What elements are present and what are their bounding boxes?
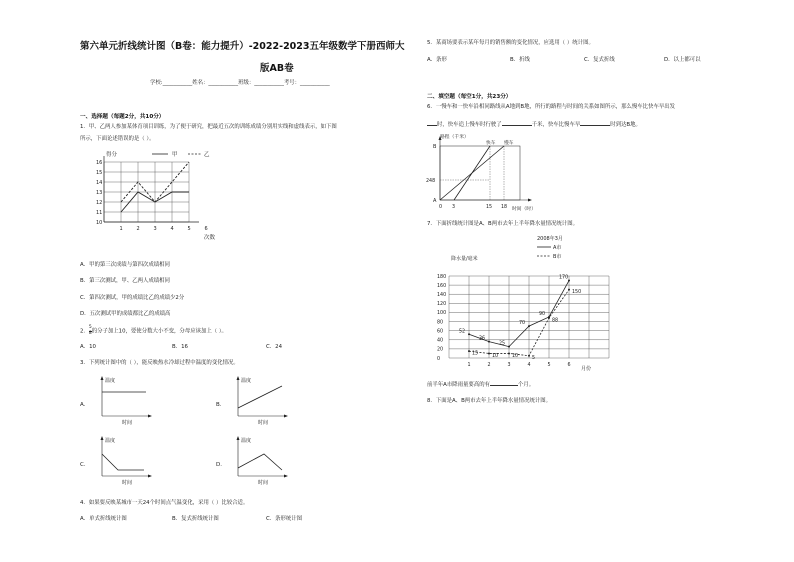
- x-tick-label: 6: [567, 363, 571, 368]
- page-title-line2: 版AB卷: [260, 63, 294, 74]
- q5-option-b[interactable]: B．折线: [510, 57, 530, 63]
- q6-fast-line: [454, 146, 490, 200]
- x-tick-label: 5: [547, 363, 551, 368]
- svg-text:B: B: [433, 144, 437, 150]
- q1-line-chart: [82, 148, 230, 252]
- q2-fraction: $\frac{5}{8}$: [88, 325, 92, 336]
- q2-option-a[interactable]: A．10: [80, 344, 96, 350]
- q2-text: 2． $\frac{5}{8}$ 的分子加上10，要使分数大小不变，分母应该加上（ ）。: [80, 325, 227, 336]
- x-tick-label: 3: [507, 363, 511, 368]
- y-tick-label: 15: [96, 169, 103, 176]
- svg-text:15: 15: [486, 205, 493, 210]
- q3-b-line: [238, 386, 282, 408]
- y-tick-label: 0: [437, 356, 441, 362]
- svg-text:A: A: [433, 198, 437, 204]
- y-tick-label: 100: [437, 311, 447, 317]
- q2-option-c[interactable]: C．24: [266, 344, 283, 350]
- data-point: [528, 325, 530, 327]
- q7-question-line: 前半年A市降雨量要高的有 个月。: [427, 382, 535, 388]
- data-point: [568, 280, 570, 282]
- svg-text:时间: 时间: [258, 480, 269, 486]
- svg-text:时间（时）: 时间（时）: [512, 207, 536, 212]
- data-label: 90: [539, 312, 546, 317]
- q3-text: 3．下列统计图中的（ ），能反映热水冷却过程中温度的变化情况。: [80, 360, 239, 366]
- data-label: 25: [499, 341, 506, 347]
- svg-text:路程（千米）: 路程（千米）: [440, 135, 469, 140]
- data-point: [508, 346, 510, 348]
- q7-text: 7．下面折线统计图是A、B两市去年上半年降水量情况统计图。: [427, 221, 578, 227]
- y-tick-label: 10: [96, 219, 103, 226]
- q5-option-a[interactable]: A．条形: [427, 57, 447, 63]
- q4-option-c[interactable]: C．条形统计图: [266, 516, 303, 522]
- svg-text:时间: 时间: [122, 480, 133, 486]
- x-tick-label: 1: [119, 226, 123, 232]
- data-point: [528, 355, 530, 357]
- y-tick-label: 11: [96, 209, 103, 216]
- q5-option-d[interactable]: D．以上都可以: [664, 57, 701, 63]
- y-tick-label: 13: [96, 189, 103, 196]
- section2-heading: 二、填空题（每空1分，共23分）: [427, 94, 512, 100]
- student-info-line: 学校:___________姓名：___________班级：___________考号：___________: [150, 80, 330, 86]
- svg-text:3: 3: [452, 205, 456, 210]
- q2-option-b[interactable]: B．16: [172, 344, 188, 350]
- q4-option-a[interactable]: A．单式折线统计图: [80, 516, 127, 522]
- q3-option-b-label: B.: [216, 402, 222, 408]
- svg-text:温度: 温度: [241, 378, 252, 384]
- q5-text: 5．某商场要表示某年每月的销售额的变化情况，应选用（ ）统计图。: [427, 40, 594, 46]
- svg-text:0: 0: [439, 205, 443, 210]
- q7-rainfall-line-chart: [425, 232, 615, 372]
- q8-text: 8．下面是A、B两市去年上半年降水量情况统计图。: [427, 398, 552, 404]
- x-tick-label: 2: [136, 226, 140, 232]
- svg-text:时间: 时间: [122, 420, 133, 426]
- q7-xlabel: 月份: [581, 366, 592, 372]
- data-point: [468, 350, 470, 352]
- q1-legend-b: 乙: [204, 152, 210, 158]
- q3-option-d-label: D.: [216, 462, 222, 468]
- q3-d-line: [238, 454, 282, 470]
- y-tick-label: 80: [437, 320, 444, 326]
- q1-option-c[interactable]: C．第四次测试，甲的成绩比乙的成绩少2分: [80, 295, 185, 301]
- data-label: 10: [492, 353, 499, 359]
- svg-text:18: 18: [501, 205, 508, 210]
- svg-text:慢车: 慢车: [504, 141, 514, 146]
- y-tick-label: 140: [437, 293, 447, 299]
- x-tick-label: 4: [527, 363, 531, 368]
- data-label: 5: [532, 356, 536, 362]
- q6-text-line1: 6．一慢车和一快车沿相同路线从A地到B地，所行的路程与时间的关系如图所示，那么慢车比快车早出发: [427, 104, 676, 110]
- y-tick-label: 120: [437, 302, 447, 308]
- x-tick-label: 2: [487, 363, 491, 368]
- q1-option-b[interactable]: B．第三次测试，甲、乙两人成绩相同: [80, 278, 170, 284]
- section1-heading: 一、选择题（每题2分，共10分）: [80, 114, 165, 120]
- y-tick-label: 40: [437, 338, 444, 344]
- x-tick-label: 6: [204, 226, 208, 232]
- y-tick-label: 16: [96, 159, 103, 166]
- y-tick-label: 60: [437, 329, 444, 335]
- data-label: 52: [459, 329, 466, 335]
- q7-chart-title: 2008年3月: [537, 236, 563, 242]
- data-label: 15: [472, 351, 479, 357]
- data-label: 170: [559, 275, 569, 281]
- q3-graphs: [80, 372, 410, 492]
- svg-text:248: 248: [426, 179, 436, 184]
- y-tick-label: 12: [96, 199, 103, 206]
- svg-text:温度: 温度: [241, 438, 252, 444]
- q6-text-line2: 时，快车追上慢车时行驶了 千米，快车比慢车早 时到达B地。: [427, 120, 641, 128]
- data-point: [468, 333, 470, 335]
- data-label: 150: [572, 290, 582, 296]
- q3-c-line: [102, 454, 144, 470]
- q5-option-c[interactable]: C．复式折线: [584, 57, 615, 63]
- page-title: 第六单元折线统计图（B卷：能力提升）-2022-2023五年级数学下册西师大: [80, 41, 405, 52]
- data-point: [548, 317, 550, 319]
- x-tick-label: 1: [467, 363, 471, 368]
- q7-legend-b: B市: [553, 254, 562, 260]
- q1-option-a[interactable]: A．甲的第三次成绩与第四次成绩相同: [80, 262, 170, 268]
- q7-legend-a: A市: [553, 245, 562, 251]
- data-label: 70: [519, 321, 526, 327]
- svg-text:快车: 快车: [486, 141, 496, 146]
- q6-distance-time-graph: [426, 132, 546, 216]
- q3-option-a-label: A.: [80, 402, 86, 408]
- q4-text: 4．如果要反映某城市一天24个时间点气温变化，采用（ ）比较合适。: [80, 500, 249, 506]
- y-tick-label: 160: [437, 283, 447, 289]
- x-tick-label: 4: [170, 226, 174, 232]
- data-point: [508, 352, 510, 354]
- x-tick-label: 3: [153, 226, 157, 232]
- q1-legend-a: 甲: [172, 152, 178, 158]
- q1-text-line1: 1．甲、乙两人参加某体育项目训练，为了便于研究，把最近五次的训练成绩分别用实线和虚线表示，如下图: [80, 124, 337, 130]
- data-point: [568, 289, 570, 291]
- q7-ylabel: 降水量/毫米: [451, 256, 478, 262]
- svg-text:温度: 温度: [105, 438, 116, 444]
- data-label: 10: [512, 353, 519, 359]
- q4-option-b[interactable]: B．复式折线统计图: [172, 516, 219, 522]
- x-tick-label: 5: [187, 226, 191, 232]
- data-label: 88: [552, 318, 559, 324]
- y-tick-label: 180: [437, 274, 447, 280]
- data-point: [488, 352, 490, 354]
- q1-ylabel: 得分: [106, 152, 118, 158]
- q1-text-line2: 所示，下面论述错误的是（ ）。: [80, 136, 155, 142]
- data-label: 36: [479, 336, 486, 342]
- svg-text:温度: 温度: [105, 378, 116, 384]
- data-point: [488, 341, 490, 343]
- y-tick-label: 14: [96, 179, 103, 186]
- q3-option-c-label: C.: [80, 462, 86, 468]
- svg-text:时间: 时间: [258, 420, 269, 426]
- q1-xlabel: 次数: [204, 235, 216, 241]
- q1-option-d[interactable]: D．五次测试甲的成绩都比乙的成绩高: [80, 311, 171, 317]
- y-tick-label: 20: [437, 347, 444, 353]
